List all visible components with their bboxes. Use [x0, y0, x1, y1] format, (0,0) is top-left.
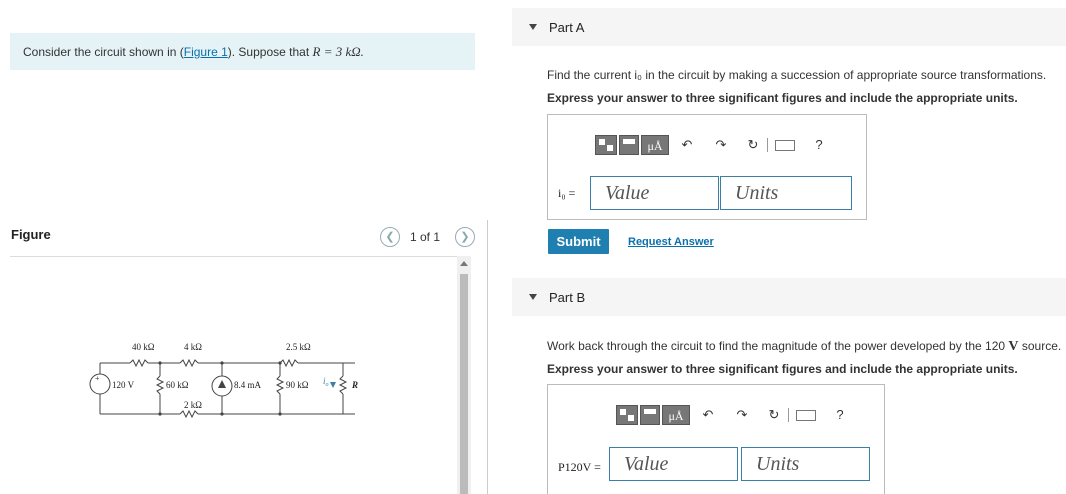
- part-a-toolbar: [595, 135, 855, 155]
- r4-label: 60 kΩ: [166, 380, 189, 390]
- part-a-header[interactable]: [512, 8, 1066, 46]
- help-icon[interactable]: ?: [815, 137, 823, 152]
- part-b-title: Part B: [549, 290, 586, 305]
- part-b-answer-box: [547, 384, 885, 494]
- part-b-instruction: Express your answer to three significant figures and include the appropriate units.: [547, 362, 1018, 376]
- fraction-icon[interactable]: [619, 135, 639, 155]
- toolbar-separator: [767, 138, 768, 152]
- part-a-var-label: i₀ =: [558, 186, 576, 200]
- problem-intro: [10, 33, 475, 70]
- part-b-question-prefix: Work back through the circuit to find the magnitude of the power developed by the 120: [547, 339, 1009, 353]
- reset-icon[interactable]: ↻: [747, 137, 759, 152]
- part-b-header[interactable]: [512, 278, 1066, 316]
- undo-icon[interactable]: ↶: [702, 407, 714, 422]
- part-b-question: [547, 339, 1061, 355]
- part-b-question-unit: V: [1008, 339, 1019, 354]
- figure-label: Figure: [11, 227, 51, 242]
- part-b-toolbar: [616, 405, 876, 425]
- r2-label: 4 kΩ: [184, 342, 202, 352]
- problem-pane: [0, 0, 487, 494]
- r6-label: 2 kΩ: [184, 400, 202, 410]
- part-b-units-field[interactable]: Units: [741, 447, 870, 481]
- current-subscript: o: [325, 382, 329, 388]
- pane-divider: [487, 220, 488, 494]
- plus-sign: +: [95, 374, 100, 383]
- part-a-question: Find the current i₀ in the circuit by making a succession of appropriate source transformations.: [547, 68, 1047, 82]
- keyboard-icon[interactable]: [775, 140, 795, 151]
- part-a-value-field[interactable]: Value: [590, 176, 719, 210]
- part-a-instruction: Express your answer to three significant figures and include the appropriate units.: [547, 91, 1018, 105]
- source-v-label: 120 V: [112, 380, 135, 390]
- redo-icon[interactable]: ↷: [736, 407, 748, 422]
- part-b-var-label: P120V =: [558, 460, 601, 474]
- part-a-answer-box: [547, 114, 867, 220]
- part-b-value-field[interactable]: Value: [609, 447, 738, 481]
- units-button[interactable]: μÅ: [641, 135, 669, 155]
- intro-prefix: Consider the circuit shown in (: [23, 45, 184, 59]
- chevron-right-icon[interactable]: ❯: [455, 227, 475, 247]
- collapse-triangle-icon: [529, 24, 537, 30]
- figure-divider: [10, 256, 457, 257]
- scroll-up-icon[interactable]: [460, 261, 468, 266]
- part-a-title: Part A: [549, 20, 585, 35]
- collapse-triangle-icon: [529, 294, 537, 300]
- reset-icon[interactable]: ↻: [768, 407, 780, 422]
- intro-suffix: ). Suppose that: [227, 45, 313, 59]
- templates-icon[interactable]: [616, 405, 638, 425]
- figure-scrollbar[interactable]: [457, 256, 471, 494]
- r-load-label: R: [352, 380, 359, 390]
- svg-text:io: [323, 376, 329, 388]
- r1-label: 40 kΩ: [132, 342, 155, 352]
- r5-label: 90 kΩ: [286, 380, 309, 390]
- templates-icon[interactable]: [595, 135, 617, 155]
- request-answer-link[interactable]: Request Answer: [628, 236, 714, 248]
- source-i-label: 8.4 mA: [234, 380, 261, 390]
- current-label: i: [323, 376, 326, 386]
- keyboard-icon[interactable]: [796, 410, 816, 421]
- fraction-icon[interactable]: [640, 405, 660, 425]
- circuit-diagram: [95, 336, 370, 426]
- part-a-units-field[interactable]: Units: [720, 176, 852, 210]
- help-icon[interactable]: ?: [836, 407, 844, 422]
- undo-icon[interactable]: ↶: [681, 137, 693, 152]
- part-b-question-suffix: source.: [1018, 339, 1062, 353]
- figure-pager: [380, 227, 476, 247]
- resistance-value: R = 3 kΩ.: [312, 44, 364, 59]
- figure-link[interactable]: Figure 1: [183, 45, 228, 59]
- redo-icon[interactable]: ↷: [715, 137, 727, 152]
- toolbar-separator: [788, 408, 789, 422]
- submit-button[interactable]: Submit: [548, 229, 609, 254]
- chevron-left-icon[interactable]: ❮: [380, 227, 400, 247]
- units-button[interactable]: μÅ: [662, 405, 690, 425]
- scroll-thumb[interactable]: [460, 274, 468, 494]
- pager-count: 1 of 1: [410, 230, 441, 244]
- r3-label: 2.5 kΩ: [286, 342, 311, 352]
